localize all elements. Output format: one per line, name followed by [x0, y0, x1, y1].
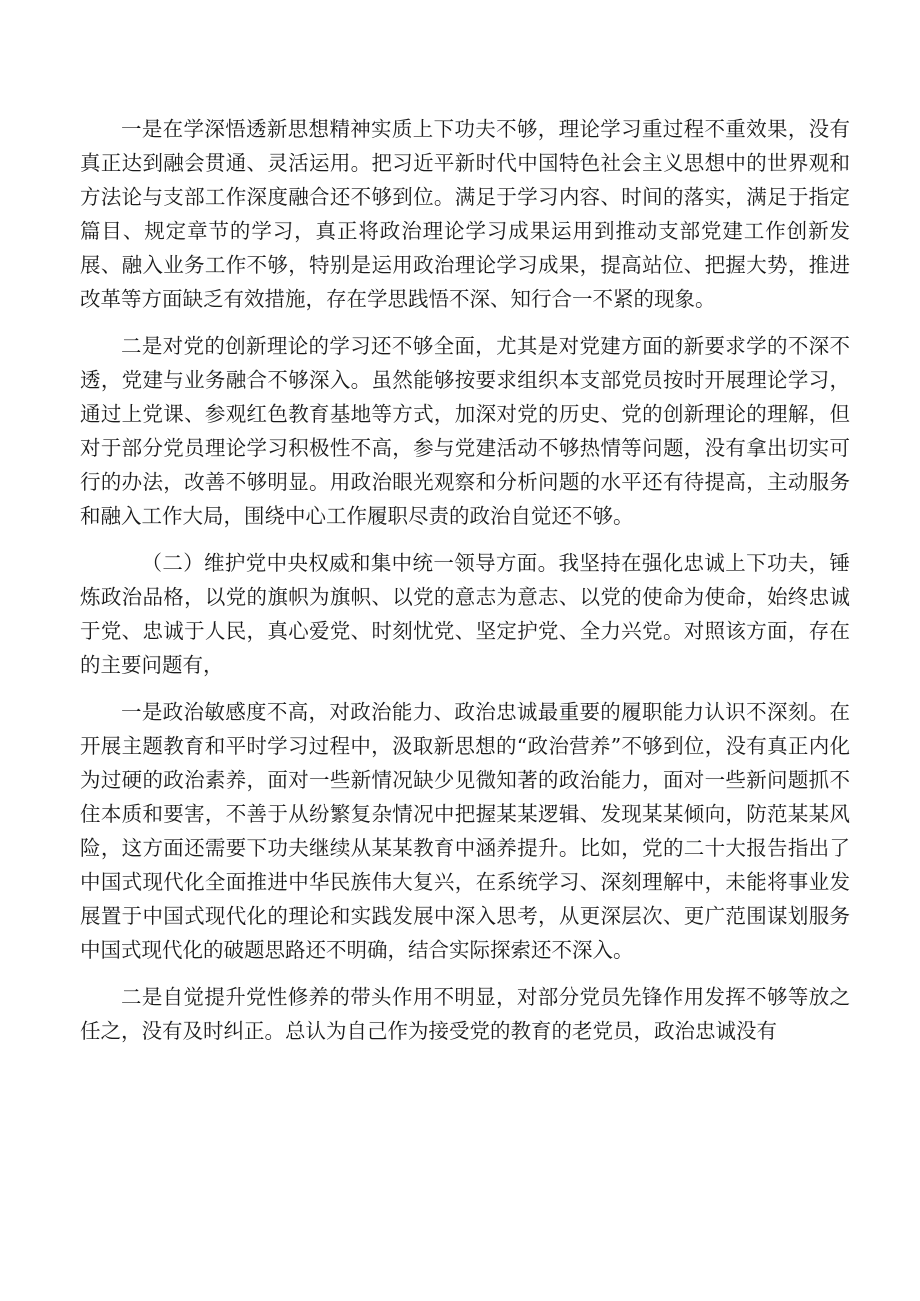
paragraph-section-two-heading: （二）维护党中央权威和集中统一领导方面。我坚持在强化忠诚上下功夫，锤炼政治品格，以党的旗帜为旗帜、以党的意志为意志、以党的使命为使命，始终忠诚于党、忠诚于人民，真心爱党、时刻忧党、坚定护党、全力兴党。对照该方面，存在的主要问题有，: [80, 551, 850, 677]
paragraph-party-cultivation: 二是自觉提升党性修养的带头作用不明显，对部分党员先锋作用发挥不够等放之任之，没有及时纠正。总认为自己作为接受党的教育的老党员，政治忠诚没有: [80, 985, 850, 1043]
document-body: [80, 112, 850, 1061]
paragraph-political-sensitivity: 一是政治敏感度不高，对政治能力、政治忠诚最重要的履职能力认识不深刻。在开展主题教育和平时学习过程中，汲取新思想的“政治营养”不够到位，没有真正内化为过硬的政治素养，面对一些新情况缺少见微知著的政治能力，面对一些新问题抓不住本质和要害，不善于从纷繁复杂情况中把握某某逻辑、发现某某倾向，防范某某风险，这方面还需要下功夫继续从某某教育中涵养提升。比如，党的二十大报告指出了中国式现代化全面推进中华民族伟大复兴，在系统学习、深刻理解中，未能将事业发展置于中国式现代化的理论和实践发展中深入思考，从更深层次、更广范围谋划服务中国式现代化的破题思路还不明确，结合实际探索还不深入。: [80, 700, 850, 962]
paragraph-innovation-theory: 二是对党的创新理论的学习还不够全面，尤其是对党建方面的新要求学的不深不透，党建与业务融合不够深入。虽然能够按要求组织本支部党员按时开展理论学习，通过上党课、参观红色教育基地等方式，加深对党的历史、党的创新理论的理解，但对于部分党员理论学习积极性不高，参与党建活动不够热情等问题，没有拿出切实可行的办法，改善不够明显。用政治眼光观察和分析问题的水平还有待提高，主动服务和融入工作大局，围绕中心工作履职尽责的政治自觉还不够。: [80, 334, 850, 528]
paragraph-study-depth: 一是在学深悟透新思想精神实质上下功夫不够，理论学习重过程不重效果，没有真正达到融会贯通、灵活运用。把习近平新时代中国特色社会主义思想中的世界观和方法论与支部工作深度融合还不够到位。满足于学习内容、时间的落实，满足于指定篇目、规定章节的学习，真正将政治理论学习成果运用到推动支部党建工作创新发展、融入业务工作不够，特别是运用政治理论学习成果，提高站位、把握大势，推进改革等方面缺乏有效措施，存在学思践悟不深、知行合一不紧的现象。: [80, 117, 850, 311]
